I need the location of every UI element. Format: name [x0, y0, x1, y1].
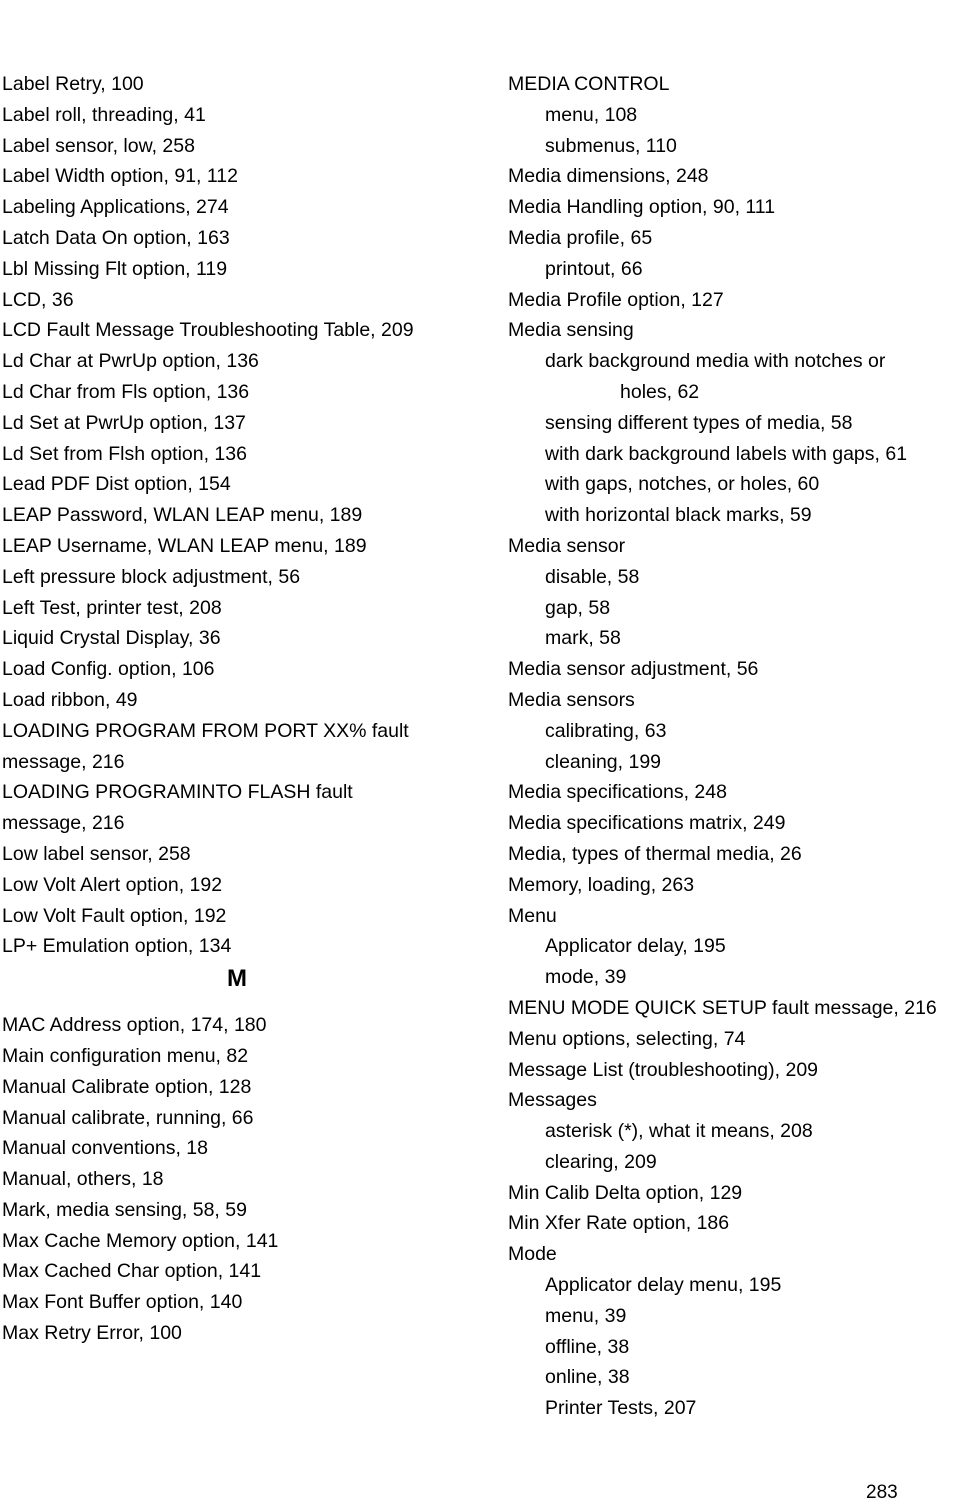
index-entry: MAC Address option, 174, 180 — [2, 1014, 267, 1037]
index-subentry: with gaps, notches, or holes, 60 — [545, 473, 820, 496]
page-number: 283 — [866, 1482, 898, 1503]
index-subentry: with horizontal black marks, 59 — [545, 504, 812, 527]
index-entry: Menu options, selecting, 74 — [508, 1027, 746, 1050]
index-entry: Load ribbon, 49 — [2, 688, 138, 711]
index-entry: Ld Set at PwrUp option, 137 — [2, 411, 246, 434]
index-entry: Memory, loading, 263 — [508, 873, 695, 896]
index-entry: message, 216 — [2, 750, 125, 773]
index-entry: Left Test, printer test, 208 — [2, 596, 222, 619]
index-entry: Label Retry, 100 — [2, 73, 144, 95]
index-entry: Labeling Applications, 274 — [2, 196, 229, 219]
index-entry: Message List (troubleshooting), 209 — [508, 1058, 819, 1081]
index-entry: Media Profile option, 127 — [508, 288, 724, 311]
index-entry: LEAP Username, WLAN LEAP menu, 189 — [2, 534, 367, 557]
index-entry: Manual conventions, 18 — [2, 1137, 208, 1160]
index-subentry: Printer Tests, 207 — [545, 1397, 697, 1420]
index-entry: Min Xfer Rate option, 186 — [508, 1212, 730, 1235]
index-entry: Low Volt Fault option, 192 — [2, 904, 227, 927]
index-entry: LCD Fault Message Troubleshooting Table, 209 — [2, 319, 414, 342]
index-entry: Media profile, 65 — [508, 226, 653, 249]
index-entry: Max Cached Char option, 141 — [2, 1260, 262, 1283]
index-entry: Menu — [508, 904, 557, 927]
index-entry: Media sensor — [508, 534, 626, 557]
index-subentry: Applicator delay, 195 — [545, 935, 726, 958]
index-column-right — [508, 69, 977, 1424]
index-subentry: mark, 58 — [545, 627, 621, 650]
index-subentry: online, 38 — [545, 1366, 630, 1389]
index-entry: LOADING PROGRAMINTO FLASH fault — [2, 781, 353, 804]
index-subentry: holes, 62 — [620, 380, 700, 403]
index-entry: Max Font Buffer option, 140 — [2, 1291, 243, 1314]
index-entry: Messages — [508, 1089, 597, 1112]
index-entry: Max Cache Memory option, 141 — [2, 1229, 279, 1252]
index-entry: Manual calibrate, running, 66 — [2, 1106, 254, 1129]
index-subentry: sensing different types of media, 58 — [545, 411, 853, 434]
index-entry: Lbl Missing Flt option, 119 — [2, 257, 228, 280]
index-entry: Media specifications, 248 — [508, 781, 727, 804]
index-entry: Manual Calibrate option, 128 — [2, 1075, 252, 1098]
index-entry: Label sensor, low, 258 — [2, 134, 195, 157]
index-entry: LCD, 36 — [2, 288, 74, 311]
index-entry: LEAP Password, WLAN LEAP menu, 189 — [2, 504, 363, 527]
index-entry: Label roll, threading, 41 — [2, 103, 206, 126]
index-entry: Media dimensions, 248 — [508, 165, 709, 188]
index-entry: Ld Set from Flsh option, 136 — [2, 442, 247, 465]
index-entry: Latch Data On option, 163 — [2, 226, 230, 249]
index-entry: Liquid Crystal Display, 36 — [2, 627, 221, 650]
index-entry: Min Calib Delta option, 129 — [508, 1181, 743, 1204]
index-entry: message, 216 — [2, 812, 125, 835]
index-entry: Media Handling option, 90, 111 — [508, 196, 776, 219]
index-subentry: asterisk (*), what it means, 208 — [545, 1120, 813, 1143]
index-subentry: disable, 58 — [545, 565, 640, 588]
index-entry: Ld Char at PwrUp option, 136 — [2, 350, 259, 373]
index-entry: LOADING PROGRAM FROM PORT XX% fault — [2, 719, 409, 742]
index-entry: Main configuration menu, 82 — [2, 1044, 249, 1067]
index-entry: Max Retry Error, 100 — [2, 1322, 182, 1345]
index-column-left — [2, 69, 472, 1349]
index-subentry: calibrating, 63 — [545, 719, 667, 742]
index-entry: Lead PDF Dist option, 154 — [2, 473, 231, 496]
index-entry: Media sensing — [508, 319, 634, 342]
index-entry: Media, types of thermal media, 26 — [508, 842, 802, 865]
index-entry: Mode — [508, 1243, 557, 1266]
index-subentry: gap, 58 — [545, 596, 611, 619]
index-entry: Ld Char from Fls option, 136 — [2, 380, 250, 403]
index-entry: Label Width option, 91, 112 — [2, 165, 238, 188]
index-subentry: Applicator delay menu, 195 — [545, 1274, 782, 1297]
index-subentry: cleaning, 199 — [545, 750, 662, 773]
index-subentry: menu, 39 — [545, 1304, 627, 1327]
index-entry: Media sensors — [508, 688, 635, 711]
index-subentry: printout, 66 — [545, 257, 643, 280]
index-entry: LP+ Emulation option, 134 — [2, 935, 232, 958]
index-entry: Manual, others, 18 — [2, 1168, 164, 1191]
index-entry: MENU MODE QUICK SETUP fault message, 216 — [508, 996, 937, 1019]
index-subentry: submenus, 110 — [545, 134, 677, 157]
index-entry: Low label sensor, 258 — [2, 842, 191, 865]
index-subentry: offline, 38 — [545, 1335, 630, 1358]
index-entry: Mark, media sensing, 58, 59 — [2, 1198, 247, 1221]
section-letter-heading: M — [227, 965, 247, 993]
index-entry: Low Volt Alert option, 192 — [2, 873, 223, 896]
index-subentry: dark background media with notches or — [545, 350, 886, 373]
index-subentry: with dark background labels with gaps, 61 — [545, 442, 908, 465]
index-subentry: clearing, 209 — [545, 1150, 657, 1173]
index-subentry: menu, 108 — [545, 103, 638, 126]
index-entry: MEDIA CONTROL — [508, 73, 670, 95]
index-entry: Media sensor adjustment, 56 — [508, 658, 759, 681]
index-entry: Left pressure block adjustment, 56 — [2, 565, 301, 588]
index-subentry: mode, 39 — [545, 966, 627, 989]
index-entry: Media specifications matrix, 249 — [508, 812, 786, 835]
index-entry: Load Config. option, 106 — [2, 658, 215, 681]
